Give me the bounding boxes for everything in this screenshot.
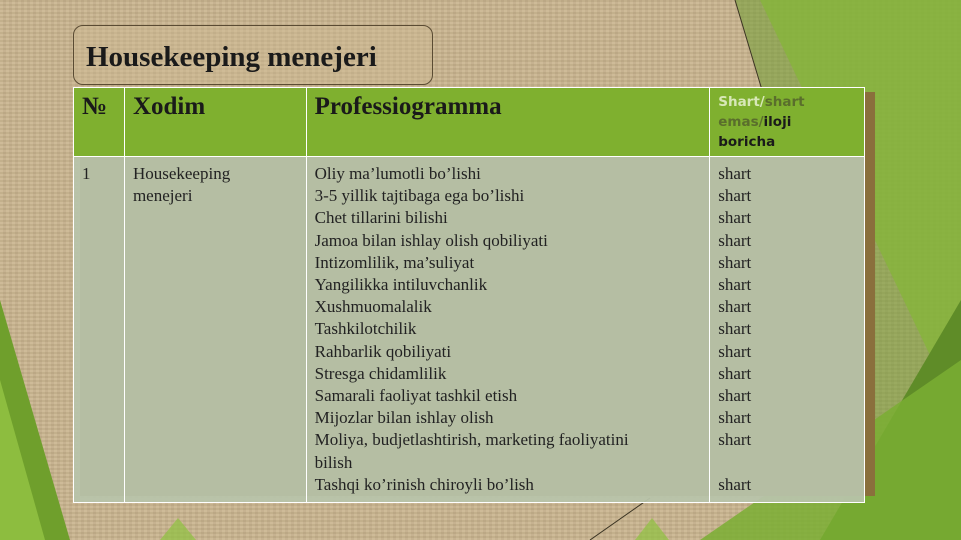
requirement-item: shart [718, 430, 752, 450]
header-number: № [74, 88, 125, 157]
requirement-item: shart [718, 408, 752, 428]
quality-item: Moliya, budjetlashtirish, marketing faoliyatini [314, 430, 629, 450]
header-req-part2: shart [764, 94, 805, 110]
quality-item: Samarali faoliyat tashkil etish [314, 386, 518, 406]
quality-item: 3-5 yillik tajtibaga ega bo’lishi [314, 186, 525, 206]
quality-item: Intizomlilik, ma’suliyat [314, 252, 475, 272]
cell-number: 1 [74, 157, 125, 503]
requirement-item: shart [718, 386, 752, 406]
quality-item: Stresga chidamlilik [314, 363, 447, 383]
requirement-item: shart [718, 230, 752, 250]
requirement-item: shart [718, 275, 752, 295]
header-employee: Xodim [124, 88, 306, 157]
quality-item: Xushmuomalalik [314, 297, 432, 317]
header-requirement [710, 88, 865, 157]
cell-employee [124, 157, 306, 503]
employee-line: Housekeeping [132, 164, 231, 183]
header-profile: Professiogramma [306, 88, 710, 157]
table-header-row [74, 88, 865, 157]
header-req-part4: iloji [763, 114, 792, 130]
arrow-shape-right [635, 518, 669, 540]
quality-item: Rahbarlik qobiliyati [314, 341, 452, 361]
employee-line: menejeri [132, 186, 193, 206]
quality-item: Tashkilotchilik [314, 319, 417, 339]
requirement-item: shart [718, 208, 752, 228]
requirement-item: shart [718, 297, 752, 317]
cell-qualities [306, 157, 710, 503]
requirement-item: shart [718, 319, 752, 339]
header-req-part1: Shart/ [718, 94, 765, 110]
arrow-shape-left [160, 518, 196, 540]
header-req-part5: boricha [718, 134, 776, 150]
requirement-item: shart [718, 341, 752, 361]
quality-item: Chet tillarini bilishi [314, 208, 448, 228]
slide-title: Housekeeping menejeri [86, 41, 377, 73]
quality-item: Tashqi ko’rinish chiroyli bo’lish [314, 474, 534, 494]
requirement-item: shart [718, 164, 752, 183]
quality-item: bilish [314, 452, 353, 472]
requirement-item [718, 452, 856, 474]
requirement-item: shart [718, 363, 752, 383]
quality-item: Oliy ma’lumotli bo’lishi [314, 164, 481, 183]
header-req-part3: emas/ [718, 114, 764, 130]
table-row [74, 157, 865, 503]
title-box [73, 25, 433, 85]
cell-requirements [710, 157, 865, 503]
quality-item: Mijozlar bilan ishlay olish [314, 408, 494, 428]
requirement-item: shart [718, 186, 752, 206]
requirement-item: shart [718, 474, 752, 494]
quality-item: Yangilikka intiluvchanlik [314, 275, 488, 295]
profile-table [73, 87, 865, 503]
requirement-item: shart [718, 252, 752, 272]
quality-item: Jamoa bilan ishlay olish qobiliyati [314, 230, 548, 250]
